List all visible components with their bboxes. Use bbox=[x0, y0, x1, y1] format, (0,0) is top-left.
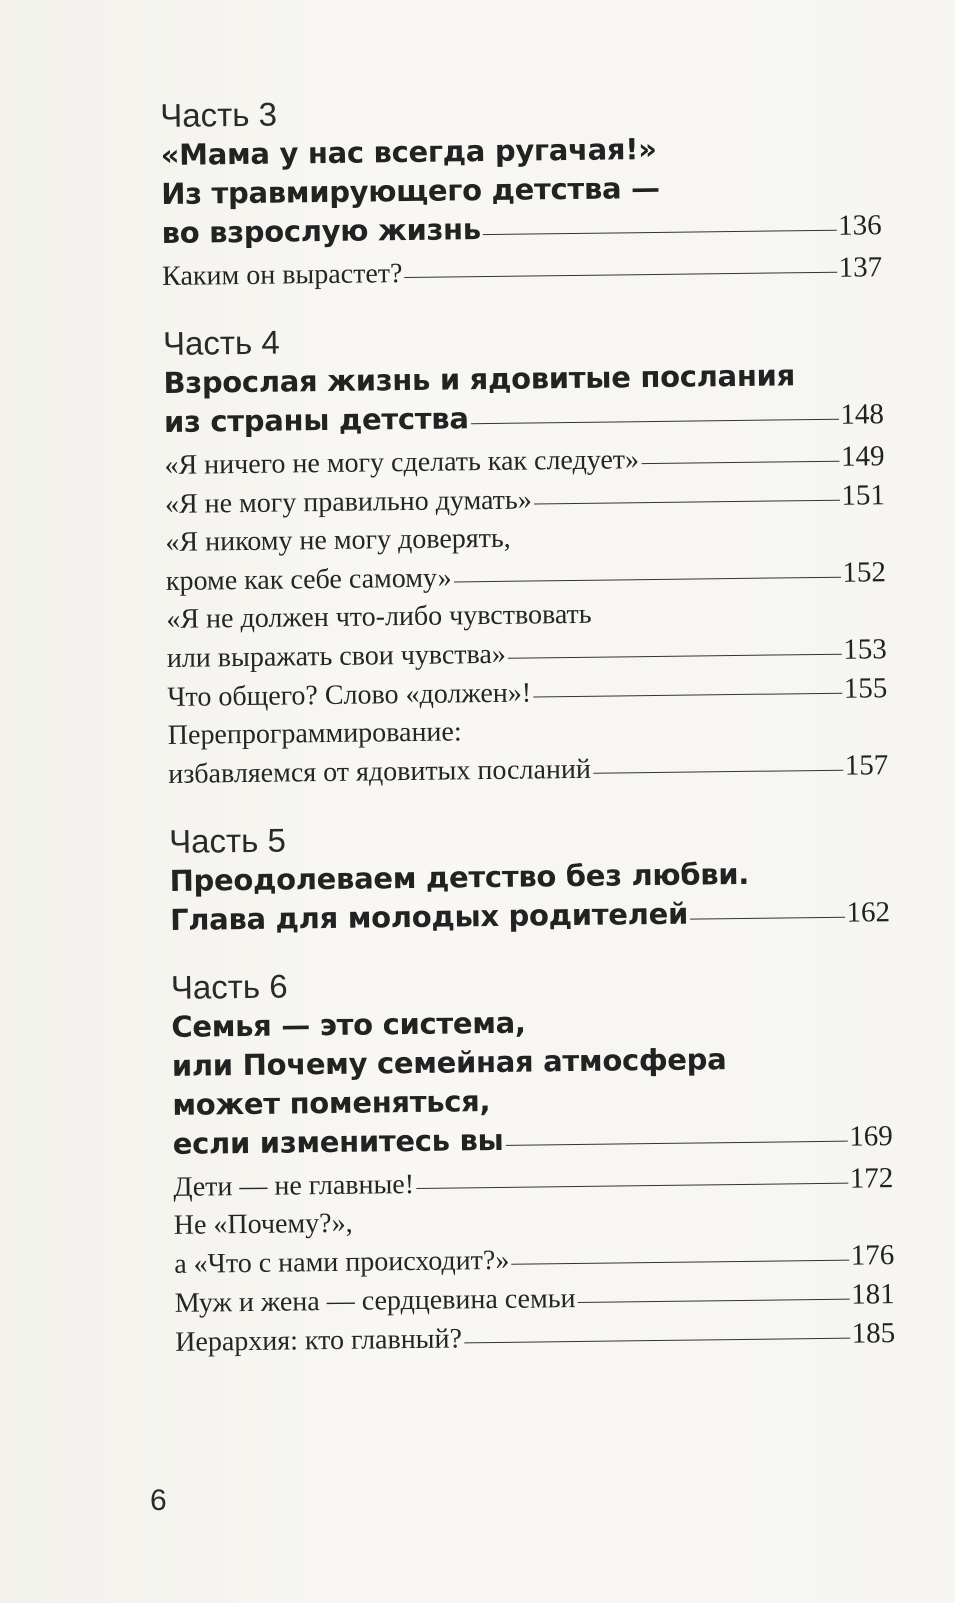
dot-leader bbox=[593, 770, 843, 774]
table-of-contents bbox=[160, 87, 896, 1390]
dot-leader bbox=[506, 1141, 848, 1146]
part-label: Часть 5 bbox=[168, 821, 287, 860]
part-title-last-line: из страны детства bbox=[163, 401, 469, 439]
entry-page-number: 155 bbox=[843, 672, 888, 705]
part-title-line: «Мама у нас всегда ругачая!» bbox=[160, 131, 657, 172]
entry-page-number: 149 bbox=[840, 440, 885, 473]
entry-page-number: 185 bbox=[851, 1317, 896, 1350]
toc-entry[interactable] bbox=[166, 592, 887, 678]
part-title-row[interactable] bbox=[161, 205, 881, 253]
entry-line: «Я не должен что-либо чувствовать bbox=[166, 598, 592, 635]
entry-title: Что общего? Слово «должен»! bbox=[167, 677, 532, 713]
part-title-line: Из травмирующего детства — bbox=[160, 170, 660, 211]
part-title-last-line: Глава для молодых родителей bbox=[169, 896, 689, 937]
toc-entry[interactable] bbox=[168, 708, 889, 794]
page-number: 6 bbox=[150, 1484, 167, 1517]
dot-leader bbox=[690, 917, 845, 920]
entry-title: «Я не могу правильно думать» bbox=[164, 484, 532, 520]
entry-title: Дети — не главные! bbox=[173, 1168, 415, 1203]
part-title-last-line: если изменитесь вы bbox=[172, 1122, 504, 1161]
entry-title: а «Что с нами происходит?» bbox=[174, 1244, 510, 1280]
part-title-line: или Почему семейная атмосфера bbox=[171, 1042, 727, 1083]
entry-page-number: 181 bbox=[850, 1278, 895, 1311]
entry-title: Каким он вырастет? bbox=[162, 258, 403, 292]
part-label: Часть 3 bbox=[160, 95, 278, 134]
part-page-number: 136 bbox=[837, 209, 882, 242]
entry-title: кроме как себе самому» bbox=[165, 562, 452, 597]
entry-page-number: 176 bbox=[850, 1239, 895, 1272]
entry-title: избавляемся от ядовитых посланий bbox=[168, 753, 592, 790]
part-title-last-line: во взрослую жизнь bbox=[161, 212, 482, 250]
toc-entry[interactable] bbox=[174, 1198, 895, 1284]
dot-leader bbox=[416, 1183, 848, 1189]
entry-page-number: 157 bbox=[844, 749, 889, 782]
entry-page-number: 172 bbox=[849, 1162, 894, 1195]
dot-leader bbox=[641, 461, 839, 464]
dot-leader bbox=[578, 1299, 850, 1303]
entry-page-number: 137 bbox=[838, 251, 883, 284]
part-title-row[interactable] bbox=[164, 394, 884, 442]
toc-part bbox=[163, 315, 889, 794]
dot-leader bbox=[533, 693, 842, 698]
dot-leader bbox=[454, 577, 841, 583]
part-title-line: Взрослая жизнь и ядовитые послания bbox=[163, 358, 796, 400]
part-label: Часть 4 bbox=[162, 323, 280, 362]
entry-title: «Я ничего не могу сделать как следует» bbox=[164, 444, 640, 481]
toc-part bbox=[169, 813, 890, 940]
part-title-row[interactable] bbox=[170, 892, 890, 940]
part-title-line: Семья — это система, bbox=[171, 1005, 526, 1044]
entry-line: Перепрограммирование: bbox=[167, 716, 462, 751]
part-title-line: может поменяться, bbox=[172, 1084, 491, 1122]
dot-leader bbox=[464, 1338, 850, 1344]
entry-row bbox=[162, 248, 882, 296]
toc-part bbox=[171, 959, 896, 1362]
dot-leader bbox=[534, 500, 840, 505]
part-label: Часть 6 bbox=[170, 967, 288, 1006]
entry-line: «Я никому не могу доверять, bbox=[165, 522, 511, 558]
part-page-number: 169 bbox=[849, 1120, 893, 1153]
toc-entry[interactable] bbox=[165, 515, 886, 601]
entry-title: или выражать свои чувства» bbox=[166, 638, 507, 674]
part-page-number: 148 bbox=[840, 398, 885, 431]
entry-line: Не «Почему?», bbox=[173, 1207, 353, 1241]
entry-page-number: 153 bbox=[843, 633, 888, 666]
toc-part bbox=[160, 87, 882, 296]
entry-title: Муж и жена — сердцевина семьи bbox=[174, 1283, 576, 1319]
part-title-row[interactable] bbox=[173, 1116, 893, 1164]
entry-page-number: 151 bbox=[841, 479, 886, 512]
dot-leader bbox=[471, 419, 839, 424]
part-page-number: 162 bbox=[846, 896, 891, 929]
dot-leader bbox=[404, 272, 836, 278]
dot-leader bbox=[508, 654, 842, 659]
dot-leader bbox=[483, 230, 836, 235]
toc-entry[interactable] bbox=[162, 248, 882, 296]
entry-page-number: 152 bbox=[842, 556, 887, 589]
entry-title: Иерархия: кто главный? bbox=[175, 1323, 463, 1358]
dot-leader bbox=[511, 1260, 848, 1265]
part-title-line: Преодолеваем детство без любви. bbox=[169, 856, 750, 898]
